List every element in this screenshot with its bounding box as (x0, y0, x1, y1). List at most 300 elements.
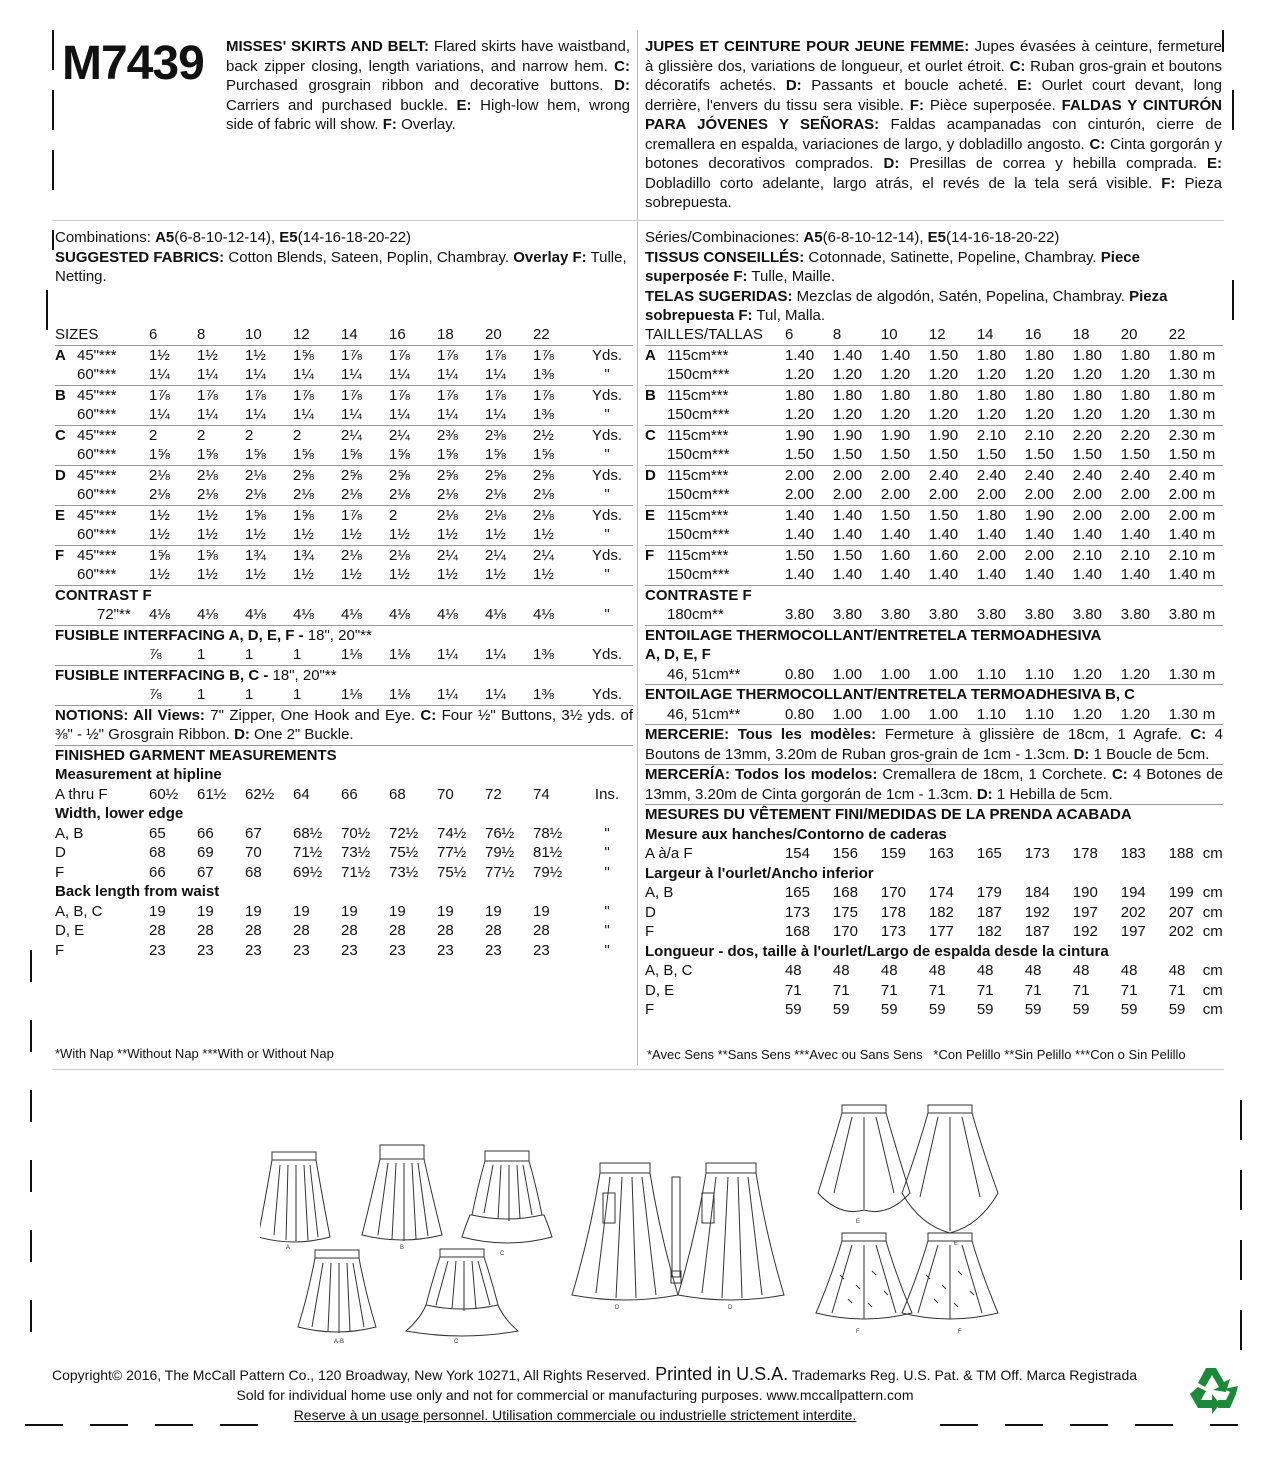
table-cell: 48 (784, 962, 802, 979)
skirt-e-icon (818, 1105, 910, 1212)
unit: Yds. (581, 345, 633, 365)
table-cell: 2¼ (341, 425, 389, 445)
table-cell: 1⅛ (341, 646, 362, 663)
table-cell: 183 (1120, 845, 1146, 862)
table-cell: 1½ (245, 345, 293, 365)
view-letter (645, 365, 667, 385)
table-cell: 187 (976, 903, 1002, 921)
skirt-ab-icon (298, 1250, 376, 1333)
table-cell: 2.00 (1120, 486, 1150, 503)
table-cell: 76½ (485, 824, 515, 842)
table-cell: 66 (341, 785, 358, 803)
size-table (55, 325, 633, 960)
table-cell: ⅞ (149, 646, 162, 663)
table-cell: 1.20 (976, 366, 1007, 383)
table-cell: 180cm** (666, 606, 724, 623)
table-cell: 59 (976, 1001, 994, 1018)
section-label: MESURES DU VÊTEMENT FINI/MEDIDAS DE LA PRENDA ACABADA (645, 805, 1223, 825)
table-row (55, 625, 633, 645)
table-cell: 1.80 (977, 345, 1025, 365)
table-cell: 2.40 (929, 465, 977, 485)
table-cell: 48 (880, 962, 898, 979)
table-cell: 1¼ (149, 366, 170, 383)
table-cell: 73½ (341, 844, 371, 861)
table-cell: 2⅛ (293, 486, 314, 503)
table-cell: 1¼ (437, 686, 458, 703)
table-cell: 74 (533, 785, 550, 803)
table-cell: 1.20 (928, 406, 959, 423)
notions-text: One 2" Buckle. (249, 726, 354, 743)
table-cell: D (645, 903, 656, 921)
table-cell: 71½ (341, 863, 371, 881)
table-cell: 1⅜ (533, 366, 554, 383)
table-cell: 3.80 (1120, 606, 1150, 623)
notions-text: 1 Hebilla de 5cm. (992, 785, 1113, 803)
table-row (645, 405, 1223, 425)
table-cell: 173 (880, 923, 906, 940)
section-label (55, 665, 633, 685)
table-cell: 71 (784, 981, 802, 999)
table-cell: " (604, 922, 610, 939)
table-cell: 2.10 (1169, 545, 1203, 565)
table-cell: 1.20 (928, 366, 959, 383)
table-cell: 1 (197, 646, 206, 663)
table-cell: 1½ (293, 526, 314, 543)
table-cell: 159 (880, 845, 906, 862)
table-cell: 2 (149, 425, 197, 445)
column-divider (637, 30, 638, 1065)
table-cell: F (55, 863, 65, 881)
table-cell: 1.20 (832, 406, 863, 423)
table-cell: 1.50 (1120, 446, 1150, 463)
table-cell: 202 (1120, 903, 1146, 921)
table-row (645, 922, 1223, 942)
table-cell: 1¼ (437, 366, 458, 383)
margin-mark (52, 230, 54, 250)
table-cell: 1.00 (832, 705, 863, 723)
subsection-label: Mesure aux hanches/Contorno de caderas (645, 825, 947, 843)
table-cell: 1.50 (1024, 446, 1054, 463)
footer (52, 1364, 1202, 1425)
table-cell: 23 (389, 941, 406, 959)
table-row (55, 685, 633, 705)
table-cell: 28 (197, 922, 214, 939)
table-row (645, 685, 1223, 705)
table-cell: 188 (1168, 845, 1194, 862)
table-cell: 4⅛ (437, 606, 458, 623)
fabric-width: 45"*** (77, 465, 149, 485)
size-header: 16 (1024, 326, 1042, 343)
margin-mark (1240, 1240, 1242, 1280)
table-cell: " (604, 902, 610, 920)
table-cell: 1½ (197, 345, 245, 365)
unit: Yds. (581, 425, 633, 445)
margin-mark (30, 1020, 32, 1052)
table-cell: 1 (293, 646, 302, 663)
table-cell: 1½ (533, 526, 554, 543)
table-cell: 1¼ (197, 366, 218, 383)
table-row (645, 345, 1223, 365)
table-cell: 2.10 (977, 425, 1025, 445)
fusible-label: FUSIBLE INTERFACING B, C - (55, 666, 269, 684)
table-cell: m (1202, 366, 1216, 383)
notions (645, 765, 1223, 805)
notions-text: 4 Boutons de 13mm, 3.20m de Ruban gros-grain de 1cm - 1.3cm. (645, 726, 1224, 763)
table-row (55, 445, 633, 465)
table-cell: 2⅛ (533, 486, 554, 503)
table-cell: 1 (245, 686, 254, 703)
table-cell: 1¼ (389, 366, 410, 383)
sizes-label: TAILLES/TALLAS (645, 326, 763, 343)
table-row (55, 785, 633, 805)
table-cell: 68 (149, 844, 166, 861)
table-cell: 1.40 (1120, 526, 1150, 543)
unit: Yds. (581, 465, 633, 485)
unit: " (604, 406, 610, 423)
view-letter (55, 445, 77, 465)
table-row (645, 485, 1223, 505)
size-header: 6 (149, 326, 158, 343)
fabric-width: 60"*** (77, 446, 117, 463)
table-row (55, 705, 633, 745)
table-cell: 2.00 (1168, 486, 1198, 503)
table-cell: 1.80 (881, 385, 929, 405)
table-cell: 59 (1024, 1001, 1042, 1018)
table-cell: 1.60 (929, 545, 977, 565)
fabrics-fr-es: Séries/Combinaciones: A5(6-8-10-12-14), E5(14-16-18-20-22) TISSUS CONSEILLÉS: Cotonnade, Satinette, Popeline, Chambray. Piece superposée F: Tulle, Maille. TELAS SUGERIDAS: Mezclas de algodón, Satén, Popelina, Chambray. Pieza sobrepuesta F: Tul, Malla. (645, 229, 1168, 324)
table-cell: " (604, 941, 610, 959)
yardage-table-en (55, 325, 633, 960)
table-cell: 48 (1072, 962, 1090, 979)
table-cell: cm (1202, 884, 1223, 901)
table-cell: 1.90 (1025, 505, 1073, 525)
table-cell: 2.00 (832, 486, 863, 503)
table-row (645, 565, 1223, 585)
table-cell: F (645, 923, 655, 940)
table-cell: 70½ (341, 824, 371, 842)
fabric-width: 45"*** (77, 545, 149, 565)
table-row (55, 345, 633, 365)
table-row (645, 903, 1223, 923)
table-cell (77, 645, 149, 665)
table-cell: 1.20 (1072, 406, 1102, 423)
table-cell: 79½ (485, 844, 515, 861)
table-cell: 1⅜ (533, 646, 554, 663)
table-cell: 184 (1024, 884, 1050, 901)
unit: Yds. (581, 545, 633, 565)
table-cell: 1.80 (785, 385, 833, 405)
table-cell: 2¼ (437, 545, 485, 565)
table-cell: 2⅛ (341, 486, 362, 503)
table-cell: " (604, 824, 610, 842)
table-cell: 1⅝ (533, 446, 554, 463)
table-cell: 1.60 (881, 545, 929, 565)
table-cell: 59 (784, 1001, 802, 1018)
table-cell: 1¼ (245, 406, 266, 423)
cut-line (25, 1424, 63, 1426)
view-letter: C (55, 425, 77, 445)
table-cell: 1⅞ (389, 345, 437, 365)
table-cell: 2.20 (1121, 425, 1169, 445)
table-cell: 71 (1024, 981, 1042, 999)
table-cell: m (1203, 425, 1223, 445)
table-cell: 2 (245, 425, 293, 445)
label-a: A (286, 1245, 291, 1251)
table-cell: 170 (880, 884, 906, 901)
table-cell: 1.80 (977, 385, 1025, 405)
table-cell: 72"** (97, 606, 131, 623)
table-row (55, 645, 633, 665)
table-cell: 1.50 (833, 545, 881, 565)
table-cell: 2 (389, 505, 437, 525)
section-label: CONTRASTE F (645, 585, 1223, 605)
table-cell: 1.80 (1025, 345, 1073, 365)
skirt-a-icon (260, 1152, 330, 1242)
view-letter: E (645, 505, 667, 525)
table-cell: 1⅝ (485, 446, 506, 463)
table-cell (581, 325, 633, 345)
table-cell: 1 (293, 686, 302, 703)
table-cell: 1.50 (929, 345, 977, 365)
table-cell: m (1202, 486, 1216, 503)
margin-mark (52, 90, 54, 130)
cut-line (1005, 1424, 1043, 1426)
fabric-width: 150cm*** (666, 406, 730, 423)
table-cell: F (55, 941, 65, 959)
table-cell: 194 (1120, 884, 1146, 901)
table-cell: 1½ (245, 526, 266, 543)
table-cell: 1.40 (1024, 526, 1054, 543)
table-cell: 1.50 (928, 446, 959, 463)
unit: " (604, 486, 610, 503)
margin-mark (1240, 1170, 1242, 1210)
view-letter (645, 565, 667, 585)
table-cell: 1.20 (1024, 406, 1054, 423)
label-ab: A-B (334, 1339, 345, 1345)
size-header: 12 (928, 326, 946, 343)
table-row (645, 825, 1223, 845)
fabric-width: 60"*** (77, 406, 117, 423)
section-label: ENTOILAGE THERMOCOLLANT/ENTRETELA TERMOADHESIVA B, C (645, 685, 1223, 705)
table-cell: m (1202, 446, 1216, 463)
view-letter: B (645, 385, 667, 405)
table-cell: 1.40 (833, 345, 881, 365)
table-cell: 46, 51cm** (666, 705, 741, 723)
table-cell: 2⅜ (485, 425, 533, 445)
table-cell: 62½ (245, 785, 275, 803)
table-cell: 1.50 (929, 505, 977, 525)
table-cell: 59 (928, 1001, 946, 1018)
table-cell: A, B (55, 824, 84, 842)
table-cell: 1⅞ (389, 385, 437, 405)
table-cell: m (1202, 705, 1216, 723)
margin-mark (30, 1300, 32, 1332)
table-cell: 1.30 (1168, 665, 1198, 683)
table-cell: 2.00 (881, 465, 929, 485)
table-cell: 1½ (389, 526, 410, 543)
table-cell: 2⅝ (293, 465, 341, 485)
table-cell: m (1202, 566, 1216, 583)
table-cell: 4⅛ (293, 606, 314, 623)
table-cell: 1.80 (1121, 385, 1169, 405)
table-cell: 65 (149, 824, 166, 842)
table-cell: 1.40 (833, 505, 881, 525)
table-cell: 1½ (245, 566, 266, 583)
table-row (55, 505, 633, 525)
notions (55, 705, 633, 745)
notions-text: Cremallera de 18cm, 1 Corchete. (877, 766, 1112, 783)
table-cell: 19 (149, 902, 166, 920)
view-letter: B (55, 385, 77, 405)
table-cell: 19 (293, 902, 310, 920)
table-cell: 2⅛ (533, 505, 581, 525)
table-cell: 28 (485, 922, 502, 939)
table-cell: 1.10 (1024, 705, 1054, 723)
table-cell: 1.40 (976, 566, 1007, 583)
subsection-label: Measurement at hipline (55, 766, 222, 783)
table-cell: 1.50 (785, 545, 833, 565)
table-cell: 2.10 (1073, 545, 1121, 565)
table-cell: 174 (928, 884, 954, 901)
view-letter (55, 405, 77, 425)
table-cell: 2.00 (1121, 505, 1169, 525)
table-cell: 2⅛ (389, 545, 437, 565)
view-letter: D (55, 465, 77, 485)
table-cell: 173 (1024, 845, 1050, 862)
recycle-icon (1186, 1364, 1242, 1416)
table-row (645, 545, 1223, 565)
table-cell: 2⅜ (437, 425, 485, 445)
table-cell: 1⅞ (485, 385, 533, 405)
size-header: 18 (1072, 326, 1090, 343)
table-cell: 1.00 (880, 705, 911, 723)
table-cell: ⅞ (149, 686, 162, 703)
table-cell: 0.80 (784, 665, 815, 683)
table-cell: 77½ (485, 863, 515, 881)
table-cell: 1.40 (1072, 526, 1102, 543)
table-cell: 1⅞ (437, 345, 485, 365)
table-cell: 1.40 (976, 526, 1007, 543)
notions-text: D: (1073, 745, 1090, 763)
table-row (55, 525, 633, 545)
table-cell: 2 (293, 425, 341, 445)
table-cell: 1¾ (245, 545, 293, 565)
table-cell: 1.50 (880, 446, 911, 463)
table-cell: 1½ (149, 566, 170, 583)
rule (52, 220, 1224, 221)
table-cell: 3.80 (1072, 606, 1102, 623)
table-cell: 1⅞ (341, 505, 389, 525)
table-cell: 2.10 (1121, 545, 1169, 565)
table-row (55, 765, 633, 785)
table-cell: 1¼ (341, 406, 362, 423)
view-letter (55, 525, 77, 545)
table-cell: 190 (1072, 884, 1098, 901)
notions-text: 4 Botones de 13mm, 3.20m de Cinta gorgorán de 1cm - 1.3cm. (645, 766, 1223, 803)
table-cell: 1⅝ (149, 545, 197, 565)
table-cell: 175 (832, 903, 858, 921)
subsection-label: Back length from waist (55, 883, 220, 900)
label-d2: D (728, 1305, 733, 1311)
table-cell: 28 (293, 922, 310, 939)
table-row (645, 981, 1223, 1001)
table-cell: 1½ (533, 566, 554, 583)
table-cell: 1⅝ (197, 545, 245, 565)
pattern-number: M7439 (62, 37, 204, 90)
table-cell: 1½ (437, 526, 458, 543)
skirt-e2-icon (902, 1105, 998, 1233)
margin-mark (46, 290, 48, 330)
table-cell: 71 (880, 981, 898, 999)
table-cell: 71½ (293, 844, 323, 861)
table-cell: 1.50 (832, 446, 863, 463)
table-cell: 2.00 (1073, 505, 1121, 525)
fabric-width: 115cm*** (667, 465, 785, 485)
description-fr-es: JUPES ET CEINTURE POUR JEUNE FEMME: Jupes évasées à ceinture, fermeture à glissière dos, variations de longueur, et ourlet étroit. C: Ruban gros-grain et boutons décoratifs achetés. D: Passants et boucle acheté. E: Ourlet court devant, long derrière, l'envers du tissu sera visible. F: Pièce superposée. FALDAS Y CINTURÓN PARA JÓVENES Y SEÑORAS: Faldas acampanadas con cinturón, cierre de cremallera en espalda, variaciones de largo, y dobladillo angosto. C: Cinta gorgorán y botones decorativos comprados. D: Presillas de correa y hebilla comprada. E: Dobladillo corto adelante, largo atrás, el revés de la tela será visible. F: Pieza sobrepuesta. (645, 38, 1223, 211)
fabric-width: 45"*** (77, 385, 149, 405)
table-cell: 2⅛ (437, 505, 485, 525)
table-cell: cm (1202, 981, 1223, 999)
table-cell: 1⅛ (389, 686, 410, 703)
table-cell: 1.20 (1072, 705, 1102, 723)
table-cell: 0.80 (784, 705, 815, 723)
table-cell: 168 (832, 884, 858, 901)
table-cell: 81½ (533, 844, 563, 861)
cut-line (155, 1424, 193, 1426)
table-cell: 2⅛ (245, 465, 293, 485)
table-cell: 1⅞ (245, 385, 293, 405)
table-cell: 1½ (197, 566, 218, 583)
table-cell: D, E (645, 981, 675, 999)
table-cell: 1⅞ (485, 345, 533, 365)
table-cell: Yds. (591, 646, 622, 663)
table-cell: 1.10 (976, 705, 1007, 723)
table-cell: 1½ (485, 566, 506, 583)
table-cell: 1.00 (880, 665, 911, 683)
cut-line (220, 1424, 258, 1426)
view-letter (55, 365, 77, 385)
table-row (645, 765, 1223, 805)
table-cell: 1.40 (881, 345, 929, 365)
table-cell: 1⅝ (389, 446, 410, 463)
table-row (645, 385, 1223, 405)
table-cell: 202 (1168, 923, 1194, 940)
table-cell: 1½ (197, 505, 245, 525)
view-letter: E (55, 505, 77, 525)
subsection-label: Width, lower edge (55, 805, 184, 822)
table-cell: 2.00 (785, 465, 833, 485)
table-cell: 28 (245, 922, 262, 939)
table-cell: 1¼ (341, 366, 362, 383)
table-cell: 1.50 (1168, 446, 1198, 463)
table-cell: m (1203, 385, 1223, 405)
table-cell: 19 (533, 902, 550, 920)
table-cell: 1.80 (1169, 345, 1203, 365)
table-cell: 48 (1168, 962, 1186, 979)
table-cell: 2⅛ (485, 486, 506, 503)
table-cell: 1.90 (833, 425, 881, 445)
table-cell: 1 (197, 686, 206, 703)
notions-text: Four ½" Buttons, 3½ yds. of ⅜" - ½" Grosgrain Ribbon. (55, 706, 634, 743)
fabric-width: 115cm*** (667, 425, 785, 445)
table-row (55, 665, 633, 685)
view-letter: A (55, 345, 77, 365)
table-cell: 19 (437, 902, 454, 920)
table-cell: 2.00 (784, 486, 815, 503)
fusible-label: FUSIBLE INTERFACING A, D, E, F - (55, 626, 304, 644)
label-f: F (856, 1329, 860, 1335)
notions-text: All Views: (128, 706, 205, 724)
